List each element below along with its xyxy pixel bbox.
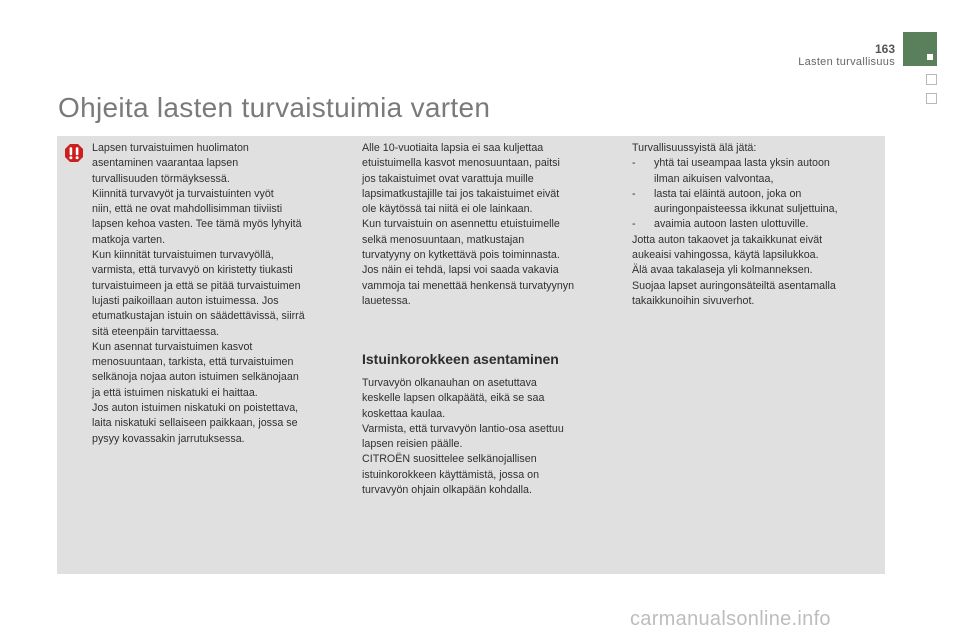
text-line: istuinkorokkeen käyttämistä, jossa on <box>362 468 540 481</box>
bullet-item <box>632 187 880 218</box>
text-line: ja että istuimen niskatuki ei haittaa. <box>92 386 258 399</box>
section-label: Lasten turvallisuus <box>798 56 895 68</box>
text-line: Kun kiinnität turvaistuimen turvavyöllä, <box>92 249 274 262</box>
warning-text-column <box>92 141 354 447</box>
text-line: Suojaa lapset auringonsäteiltä asentamalla <box>632 279 836 292</box>
text-line: turvatyyny on kytkettävä pois toiminnasta. <box>362 249 560 262</box>
text-line: lauetessa. <box>362 294 411 307</box>
text-line: auringonpaisteessa ikkunat suljettuina, <box>654 203 838 216</box>
text-line: Lapsen turvaistuimen huolimaton <box>92 142 249 154</box>
page-title: Ohjeita lasten turvaistuimia varten <box>58 92 491 123</box>
text-line: etuistuimella kasvot menosuuntaan, paitsi <box>362 157 560 170</box>
text-line: matkoja varten. <box>92 233 166 246</box>
text-line: turvallisuuden törmäyksessä. <box>92 172 230 185</box>
section-tab-box <box>926 93 937 104</box>
text-line: lasta tai eläintä autoon, joka on <box>654 187 802 200</box>
watermark: carmanualsonline.info <box>630 608 831 630</box>
text-line: asentaminen vaarantaa lapsen <box>92 157 239 170</box>
text-line: selkänoja nojaa auton istuimen selkänojaan <box>92 371 299 384</box>
tab-marker-dot <box>927 54 933 60</box>
text-line: Älä avaa takalaseja yli kolmanneksen. <box>632 264 813 277</box>
text-line: Jos näin ei tehdä, lapsi voi saada vakavia <box>362 264 559 277</box>
text-line: lapsen reisien päälle. <box>362 438 463 451</box>
text-line: CITROËN suosittelee selkänojallisen <box>362 453 537 466</box>
text-line: takaikkunoihin sivuverhot. <box>632 294 755 307</box>
text-line: turvaistuimeen ja että se pitää turvaistuimen <box>92 279 301 292</box>
text-line: laita niskatuki sellaiseen paikkaan, jossa se <box>92 417 298 430</box>
bullet-item <box>632 156 880 187</box>
bullet-dash: - <box>632 187 636 200</box>
text-line: varmista, että turvavyö on kiristetty tiukasti <box>92 264 293 277</box>
front-seat-text-column <box>362 141 622 309</box>
bullet-dash: - <box>632 157 636 170</box>
bullet-dash: - <box>632 218 636 231</box>
section-tab-box <box>926 74 937 85</box>
text-line: Alle 10-vuotiaita lapsia ei saa kuljettaa <box>362 142 544 154</box>
text-line: pysyy kovassakin jarrutuksessa. <box>92 432 245 445</box>
text-line: Jos auton istuimen niskatuki on poistettava, <box>92 402 299 415</box>
text-line: ilman aikuisen valvontaa, <box>654 172 774 185</box>
text-line: lujasti paikoillaan auton istuimessa. Jos <box>92 294 279 307</box>
text-line: Turvavyön olkanauhan on asetuttava <box>362 377 537 389</box>
text-line: avaimia autoon lasten ulottuville. <box>654 218 809 231</box>
text-line: yhtä tai useampaa lasta yksin autoon <box>654 157 830 170</box>
text-line: Turvallisuussyistä älä jätä: <box>632 142 757 154</box>
text-line: Jotta auton takaovet ja takaikkunat eivät <box>632 233 823 246</box>
booster-section-heading: Istuinkorokkeen asentaminen <box>362 351 559 367</box>
text-line: niin, että ne ovat mahdollisimman tiiviisti <box>92 203 283 216</box>
text-line: lapsen kehoa vasten. Tee tämä myös lyhyitä <box>92 218 302 231</box>
text-line: Varmista, että turvavyön lantio-osa asettuu <box>362 422 564 435</box>
text-line: koskettaa kaulaa. <box>362 407 446 420</box>
text-line: sitä eteenpäin tarvittaessa. <box>92 325 220 338</box>
text-line: etumatkustajan istuin on säädettävissä, siirrä <box>92 310 305 323</box>
page-number: 163 <box>874 42 895 56</box>
text-line: vammoja tai menettää henkensä turvatyynyn <box>362 279 575 292</box>
text-line: jos takaistuimet ovat varattuja muille <box>362 172 534 185</box>
booster-text-column <box>362 376 622 498</box>
text-line: turvavyön ohjain olkapään kohdalla. <box>362 484 532 497</box>
text-line: lapsimatkustajille tai jos takaistuimet eivät <box>362 187 560 200</box>
text-line: Kiinnitä turvavyöt ja turvaistuinten vyöt <box>92 187 274 200</box>
text-line: ole käytössä tai niitä ei ole lainkaan. <box>362 203 533 216</box>
warning-exclamation-icon <box>64 143 84 163</box>
text-line: Kun turvaistuin on asennettu etuistuimelle <box>362 218 560 231</box>
section-tab-marker <box>903 32 937 66</box>
text-line: keskelle lapsen olkapäätä, eikä se saa <box>362 392 545 405</box>
safety-text-column <box>632 141 880 309</box>
text-line: aukeaisi vahingossa, käytä lapsilukkoa. <box>632 249 819 262</box>
text-line: Kun asennat turvaistuimen kasvot <box>92 340 253 353</box>
bullet-item <box>632 217 880 232</box>
text-line: menosuuntaan, tarkista, että turvaistuimen <box>92 356 294 369</box>
text-line: selkä menosuuntaan, matkustajan <box>362 233 525 246</box>
